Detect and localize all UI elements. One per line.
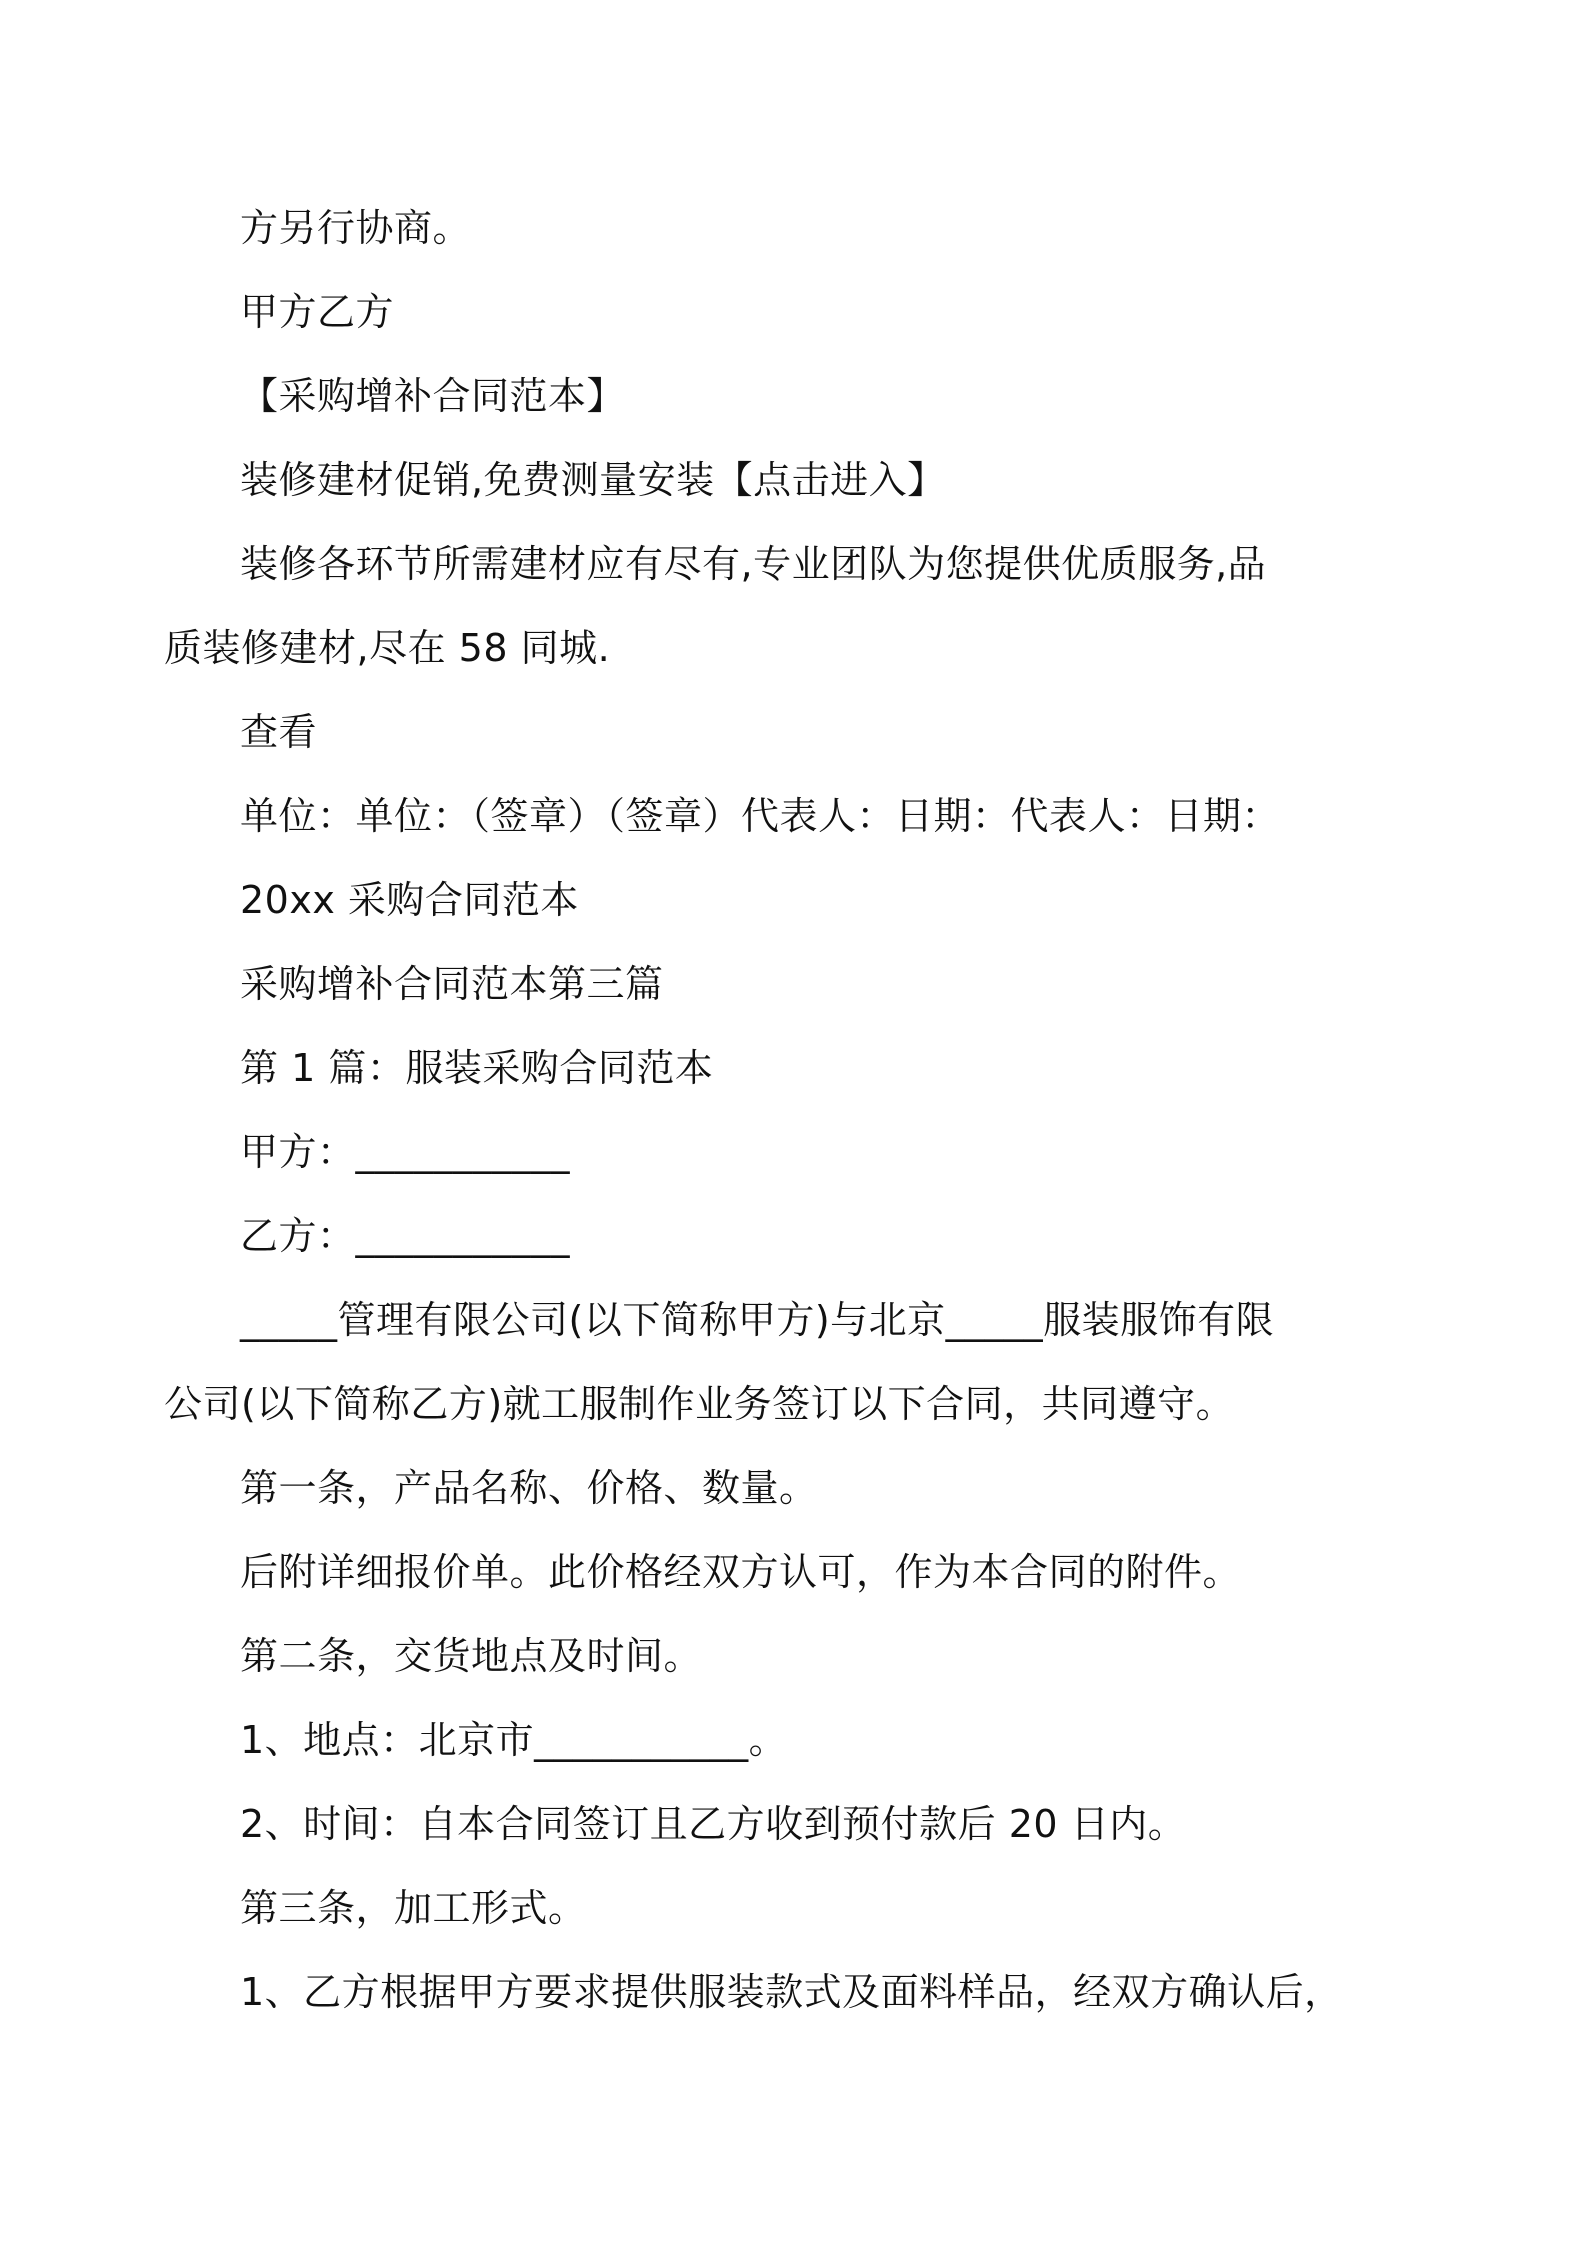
- paragraph: 20xx 采购合同范本: [240, 878, 579, 922]
- paragraph: 2、时间：自本合同签订且乙方收到预付款后 20 日内。: [240, 1802, 1187, 1846]
- paragraph: 第二条，交货地点及时间。: [240, 1634, 703, 1678]
- paragraph: 装修各环节所需建材应有尽有,专业团队为您提供优质服务,品质装修建材,尽在 58 同城.: [164, 542, 1267, 670]
- paragraph: 乙方：___________: [240, 1214, 571, 1258]
- paragraph: 1、地点：北京市___________。: [240, 1718, 788, 1762]
- paragraph: 甲方乙方: [240, 290, 395, 334]
- paragraph: 甲方：___________: [240, 1130, 571, 1174]
- paragraph: 方另行协商。: [240, 206, 472, 250]
- paragraph: 【采购增补合同范本】: [240, 374, 626, 418]
- paragraph: 第一条，产品名称、价格、数量。: [240, 1466, 818, 1510]
- paragraph: 第 1 篇：服装采购合同范本: [240, 1046, 714, 1090]
- paragraph: 查看: [240, 710, 318, 754]
- paragraph: 采购增补合同范本第三篇: [240, 962, 664, 1006]
- paragraph: 第三条，加工形式。: [240, 1886, 587, 1930]
- paragraph: 1、乙方根据甲方要求提供服装款式及面料样品，经双方确认后，: [240, 1970, 1343, 2014]
- paragraph: 单位：单位：（签章）（签章）代表人：日期：代表人：日期：: [240, 794, 1281, 838]
- paragraph: 后附详细报价单。此价格经双方认可，作为本合同的附件。: [240, 1550, 1242, 1594]
- paragraph: 装修建材促销,免费测量安装【点击进入】: [240, 458, 946, 502]
- paragraph: _____管理有限公司(以下简称甲方)与北京_____服装服饰有限公司(以下简称乙方)就工服制作业务签订以下合同，共同遵守。: [164, 1298, 1275, 1426]
